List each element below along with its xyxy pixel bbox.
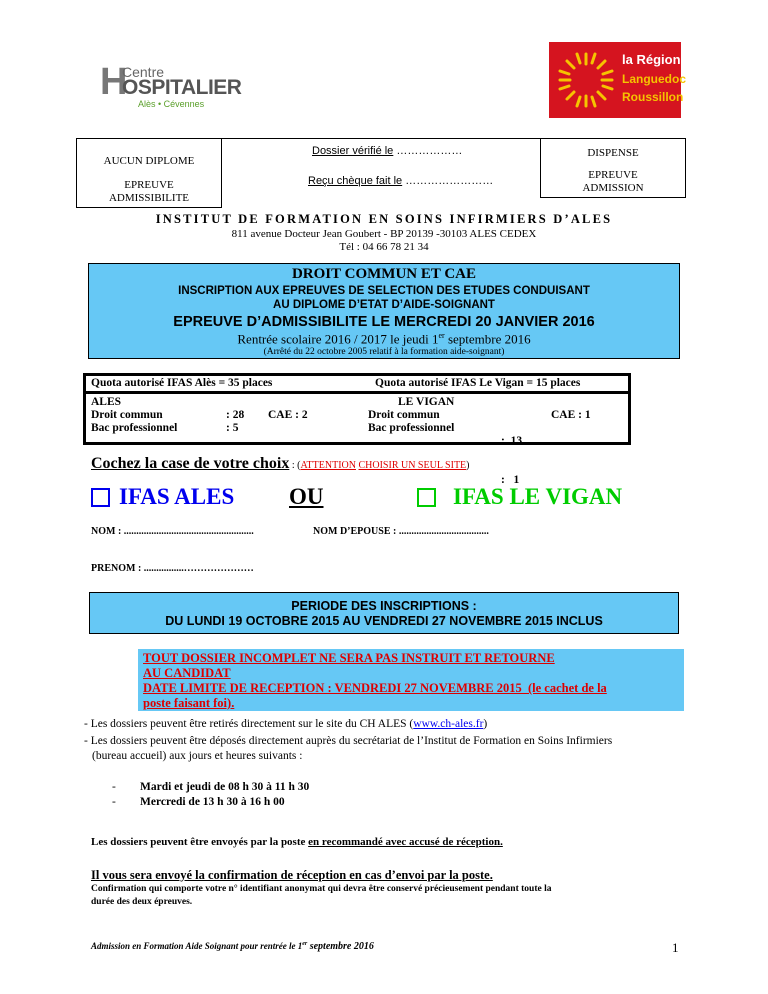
ales-bac-pro-value: : 5	[226, 422, 239, 434]
exam-banner	[88, 263, 680, 359]
anonymat-line1: Confirmation qui comporte votre n° identifiant anonymat qui devra être conservé précieusement pendant toute la	[91, 884, 552, 894]
ifas-vigan-checkbox[interactable]	[417, 488, 436, 507]
one-site-label: CHOISIR UN SEUL SITE	[358, 460, 467, 471]
ales-bac-pro: Bac professionnel	[91, 422, 178, 434]
depot-line2: (bureau accueil) aux jours et heures suivants :	[92, 750, 303, 762]
ch-logo-line1: Centre	[122, 64, 165, 80]
ch-ales-link[interactable]: www.ch-ales.fr	[413, 718, 484, 730]
warning-box	[138, 649, 684, 711]
dossier-verifie: Dossier vérifié le ………………	[312, 145, 463, 157]
ales-title: ALES	[91, 396, 122, 408]
centre-hospitalier-logo	[100, 62, 240, 112]
warning-line4: poste faisant foi).	[143, 696, 235, 710]
warning-line2: AU CANDIDAT	[143, 666, 231, 680]
depot-line1: - Les dossiers peuvent être déposés directement auprès du secrétariat de l’Institut de Formation en Soins Infirmiers	[84, 735, 613, 747]
status-left-line1: AUCUN DIPLOME	[103, 155, 195, 167]
ou-label: OU	[289, 484, 324, 509]
period-line1: PERIODE DES INSCRIPTIONS :	[291, 599, 477, 613]
vigan-bac-pro-value: : 1	[501, 474, 520, 486]
quota-ales-values	[226, 409, 244, 435]
status-right-line2: EPREUVE	[588, 169, 638, 181]
choice-heading: Cochez la case de votre choix : (ATTENTION CHOISIR UN SEUL SITE)	[91, 455, 470, 472]
hours-mercredi: Mercredi de 13 h 30 à 16 h 00	[140, 796, 285, 808]
hours-mardi-jeudi: Mardi et jeudi de 08 h 30 à 11 h 30	[140, 781, 310, 793]
quota-vigan-header: Quota autorisé IFAS Le Vigan = 15 places	[375, 377, 581, 389]
status-box-middle	[222, 138, 540, 198]
institute-address: 811 avenue Docteur Jean Goubert - BP 20139 -30103 ALES CEDEX	[231, 228, 537, 240]
banner-rentree: Rentrée scolaire 2016 / 2017 le jeudi 1er septembre 2016	[237, 331, 531, 347]
vigan-droit-commun: Droit commun	[368, 409, 440, 421]
status-right-line1: DISPENSE	[587, 147, 639, 159]
region-logo-line1: la Région	[622, 52, 681, 67]
banner-arrete: (Arrêté du 22 octobre 2005 relatif à la formation aide-soignant)	[263, 347, 505, 357]
status-left-line3: ADMISSIBILITE	[108, 192, 190, 204]
period-line2: DU LUNDI 19 OCTOBRE 2015 AU VENDREDI 27 NOVEMBRE 2015 INCLUS	[165, 614, 603, 628]
vigan-title: LE VIGAN	[398, 396, 455, 408]
hours-dashes: - -	[112, 781, 116, 808]
ch-logo-mark: H	[100, 61, 128, 103]
banner-sub2: AU DIPLOME D’ETAT D’AIDE-SOIGNANT	[273, 299, 495, 311]
recu-cheque: Reçu chèque fait le ……………………	[308, 175, 494, 187]
ch-logo-line2: OSPITALIER	[122, 76, 242, 99]
region-logo-line2: Languedoc	[622, 72, 687, 86]
banner-exam: EPREUVE D’ADMISSIBILITE LE MERCREDI 20 JANVIER 2016	[173, 314, 595, 330]
quota-vigan-block	[368, 396, 454, 435]
institute-phone: Tél : 04 66 78 21 34	[339, 241, 429, 253]
status-box-admissibilite	[76, 138, 222, 208]
nom-epouse-field[interactable]: NOM D’EPOUSE : ....................................	[313, 526, 489, 537]
choice-heading-text: Cochez la case de votre choix	[91, 455, 290, 472]
ch-logo-line3: Alès • Cévennes	[138, 99, 205, 109]
retrait-paragraph: - Les dossiers peuvent être retirés directement sur le site du CH ALES (www.ch-ales.fr)	[84, 718, 488, 730]
prenom-field[interactable]: PRENOM : ................…………………	[91, 563, 254, 574]
ifas-vigan-option[interactable]	[417, 484, 622, 510]
status-right-line3: ADMISSION	[582, 182, 644, 194]
ifas-ales-label: IFAS ALES	[119, 484, 235, 509]
vigan-cae: CAE : 1	[551, 409, 591, 421]
ales-droit-commun: Droit commun	[91, 409, 163, 421]
footer-text: Admission en Formation Aide Soignant pour rentrée le 1er septembre 2016	[91, 941, 374, 952]
quota-divider	[86, 391, 628, 394]
page-number: 1	[672, 940, 679, 955]
confirm-heading: Il vous sera envoyé la confirmation de réception en cas d’envoi par la poste.	[91, 868, 493, 882]
region-logo	[549, 42, 687, 118]
anonymat-line2: durée des deux épreuves.	[91, 897, 193, 907]
ales-cae: CAE : 2	[268, 409, 308, 421]
anonymat-paragraph	[91, 883, 551, 909]
status-left-line2: EPREUVE	[124, 179, 174, 191]
ifas-ales-option[interactable]	[91, 484, 234, 510]
ales-droit-commun-value: : 28	[226, 409, 245, 421]
ifas-ales-checkbox[interactable]	[91, 488, 110, 507]
hours-list	[140, 780, 309, 810]
warning-text	[143, 651, 607, 711]
warning-line1: TOUT DOSSIER INCOMPLET NE SERA PAS INSTRUIT ET RETOURNE	[143, 651, 555, 665]
quota-ales-block	[91, 396, 177, 435]
region-cross-icon	[555, 50, 617, 110]
ifas-vigan-label: IFAS LE VIGAN	[453, 484, 623, 509]
vigan-droit-commun-value: : 13	[501, 435, 523, 447]
banner-title: DROIT COMMUN ET CAE	[291, 266, 477, 282]
status-box-dispense	[540, 138, 686, 198]
banner-sub1: INSCRIPTION AUX EPREUVES DE SELECTION DES ETUDES CONDUISANT	[178, 285, 590, 297]
institute-name: INSTITUT DE FORMATION EN SOINS INFIRMIERS D’ALES	[155, 212, 613, 226]
vigan-bac-pro: Bac professionnel	[368, 422, 455, 434]
depot-paragraph	[84, 734, 612, 764]
nom-field[interactable]: NOM : ....................................................	[91, 526, 254, 537]
quota-ales-header: Quota autorisé IFAS Alès = 35 places	[91, 377, 273, 389]
period-box	[89, 592, 679, 634]
warning-line3: DATE LIMITE DE RECEPTION : VENDREDI 27 NOVEMBRE 2015 (le cachet de la	[143, 681, 607, 695]
attention-label: ATTENTION	[300, 460, 356, 471]
post-paragraph: Les dossiers peuvent être envoyés par la poste en recommandé avec accusé de réception.	[91, 836, 503, 848]
region-logo-line3: Roussillon	[622, 90, 684, 104]
